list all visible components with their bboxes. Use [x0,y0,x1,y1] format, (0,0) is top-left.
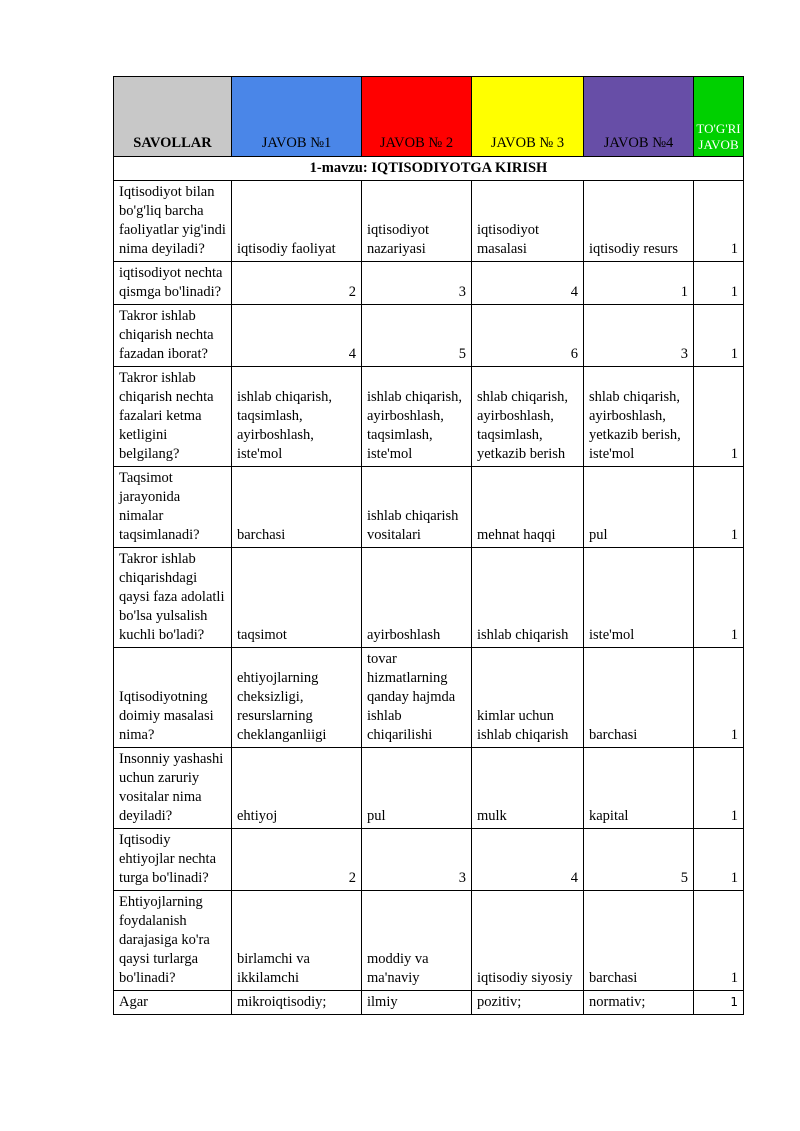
table-row [114,748,744,829]
table-row [114,181,744,262]
answer-4-cell: pul [584,467,694,548]
answer-1-cell: 2 [232,829,362,891]
correct-answer-cell [694,181,744,262]
correct-answer-cell [694,648,744,748]
answer-4-cell: iqtisodiy resurs [584,181,694,262]
answer-4-cell: kapital [584,748,694,829]
answer-3-cell: ishlab chiqarish [472,548,584,648]
answer-4-cell: iste'mol [584,548,694,648]
table-row [114,991,744,1015]
answer-4-cell: 5 [584,829,694,891]
correct-answer-cell [694,548,744,648]
table-row [114,891,744,991]
correct-answer-cell [694,991,744,1015]
answer-2-cell: tovar hizmatlarning qanday hajmda ishlab chiqarilishi [362,648,472,748]
answer-2-cell: ayirboshlash [362,548,472,648]
answer-4-cell: 1 [584,262,694,305]
table-row [114,305,744,367]
section-row [114,157,744,181]
answer-3-cell: iqtisodiyot masalasi [472,181,584,262]
correct-answer-cell [694,467,744,548]
question-cell: Ehtiyojlarning foydalanish darajasiga ko'ra qaysi turlarga bo'linadi? [114,891,232,991]
table-row [114,367,744,467]
header-savollar: SAVOLLAR [114,77,232,157]
correct-answer-value: 1 [730,727,738,743]
answer-3-cell: pozitiv; [472,991,584,1015]
question-cell: Iqtisodiyotning doimiy masalasi nima? [114,648,232,748]
correct-answer-value: 1 [730,970,738,986]
answer-1-cell: iqtisodiy faoliyat [232,181,362,262]
answer-1-cell: barchasi [232,467,362,548]
header-javob-4: JAVOB №4 [584,77,694,157]
table-row [114,548,744,648]
question-cell: Agar [114,991,232,1015]
answer-2-cell: 5 [362,305,472,367]
correct-answer-value: 1 [730,446,738,462]
answer-1-cell: birlamchi va ikkilamchi [232,891,362,991]
question-cell: Takror ishlab chiqarish nechta fazalari ketma ketligini belgilang? [114,367,232,467]
answer-4-cell: shlab chiqarish, ayirboshlash, yetkazib berish, iste'mol [584,367,694,467]
answer-1-cell: 2 [232,262,362,305]
answer-2-cell: pul [362,748,472,829]
correct-answer-cell [694,262,744,305]
question-cell: Iqtisodiy ehtiyojlar nechta turga bo'linadi? [114,829,232,891]
answer-2-cell: ishlab chiqarish, ayirboshlash, taqsimlash, iste'mol [362,367,472,467]
correct-answer-cell [694,367,744,467]
correct-answer-value: 1 [730,527,738,543]
answer-3-cell: iqtisodiy siyosiy [472,891,584,991]
correct-answer-cell [694,748,744,829]
answer-2-cell: moddiy va ma'naviy [362,891,472,991]
header-javob-1: JAVOB №1 [232,77,362,157]
table-row [114,829,744,891]
header-togri-javob: TO'G'RI JAVOB [694,77,744,157]
answer-3-cell: 4 [472,262,584,305]
question-cell: Insonniy yashashi uchun zaruriy vositalar nima deyiladi? [114,748,232,829]
correct-answer-cell [694,891,744,991]
correct-answer-value: 1 [730,284,738,300]
correct-answer-value: 1 [730,995,738,1009]
table-row [114,262,744,305]
answer-3-cell: mulk [472,748,584,829]
answer-2-cell: iqtisodiyot nazariyasi [362,181,472,262]
answer-4-cell: normativ; [584,991,694,1015]
answer-1-cell: ishlab chiqarish, taqsimlash, ayirboshlash, iste'mol [232,367,362,467]
table-row [114,467,744,548]
correct-answer-cell [694,305,744,367]
correct-answer-value: 1 [730,241,738,257]
correct-answer-value: 1 [730,808,738,824]
correct-answer-value: 1 [730,627,738,643]
quiz-table [113,76,744,1015]
table-row [114,648,744,748]
answer-3-cell: 6 [472,305,584,367]
answer-1-cell: mikroiqtisodiy; [232,991,362,1015]
correct-answer-cell [694,829,744,891]
answer-2-cell: 3 [362,829,472,891]
answer-3-cell: mehnat haqqi [472,467,584,548]
answer-3-cell: 4 [472,829,584,891]
answer-3-cell: shlab chiqarish, ayirboshlash, taqsimlash, yetkazib berish [472,367,584,467]
question-cell: Takror ishlab chiqarish nechta fazadan iborat? [114,305,232,367]
answer-4-cell: barchasi [584,648,694,748]
question-cell: iqtisodiyot nechta qismga bo'linadi? [114,262,232,305]
answer-4-cell: 3 [584,305,694,367]
answer-1-cell: 4 [232,305,362,367]
answer-2-cell: ishlab chiqarish vositalari [362,467,472,548]
answer-1-cell: ehtiyojlarning cheksizligi, resurslarning cheklanganliigi [232,648,362,748]
correct-answer-value: 1 [730,346,738,362]
answer-2-cell: ilmiy [362,991,472,1015]
answer-1-cell: taqsimot [232,548,362,648]
question-cell: Iqtisodiyot bilan bo'g'liq barcha faoliyatlar yig'indi nima deyiladi? [114,181,232,262]
answer-3-cell: kimlar uchun ishlab chiqarish [472,648,584,748]
question-cell: Taqsimot jarayonida nimalar taqsimlanadi? [114,467,232,548]
answer-4-cell: barchasi [584,891,694,991]
correct-answer-value: 1 [730,870,738,886]
answer-2-cell: 3 [362,262,472,305]
answer-1-cell: ehtiyoj [232,748,362,829]
header-javob-2: JAVOB № 2 [362,77,472,157]
header-row [114,77,744,157]
header-javob-3: JAVOB № 3 [472,77,584,157]
question-cell: Takror ishlab chiqarishdagi qaysi faza adolatli bo'lsa yulsalish kuchli bo'ladi? [114,548,232,648]
section-title: 1-mavzu: IQTISODIYOTGA KIRISH [114,157,744,181]
